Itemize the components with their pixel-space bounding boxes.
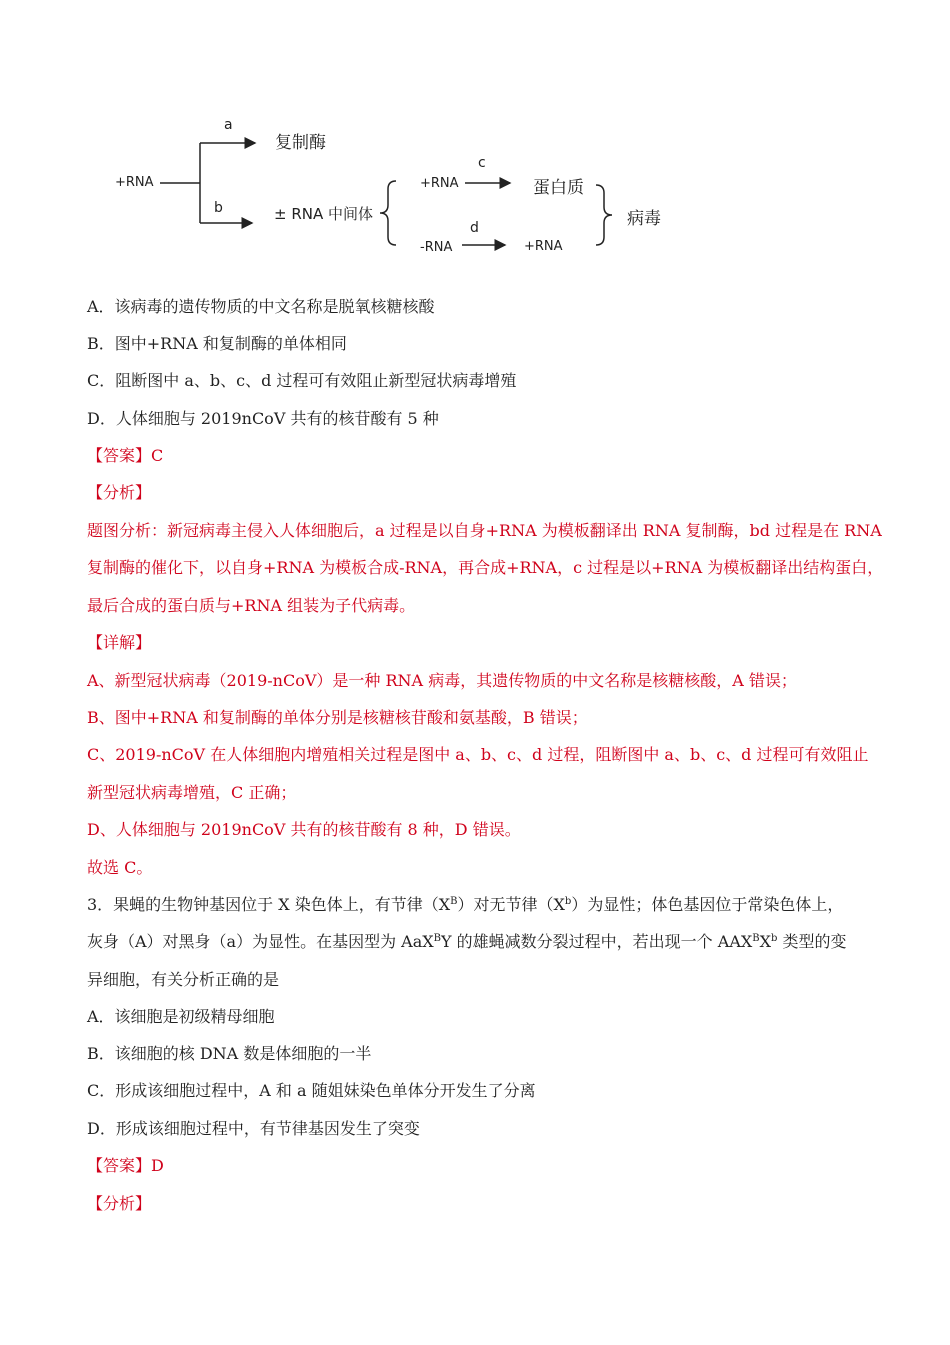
left-brace: [380, 181, 396, 245]
q2-option-d: D．人体细胞与 2019nCoV 共有的核苷酸有 5 种: [87, 409, 439, 428]
label-a: a: [224, 117, 233, 133]
q2-detail-c-line-2: 新型冠状病毒增殖，C 正确；: [87, 783, 297, 802]
q2-detail-d: D、人体细胞与 2019nCoV 共有的核苷酸有 8 种，D 错误。: [87, 820, 521, 839]
intermediate-label: ± RNA 中间体: [274, 205, 374, 223]
superscript: b: [771, 933, 778, 944]
q2-detail-tag: 【详解】: [87, 633, 152, 652]
label-c: c: [478, 155, 486, 171]
q2-conclusion: 故选 C。: [87, 858, 153, 877]
label-d: d: [470, 220, 479, 236]
q3-option-a: A．该细胞是初级精母细胞: [87, 1007, 275, 1026]
q3-stem-text: ）为显性；体色基因位于常染色体上，: [571, 895, 844, 914]
answer-value: D: [151, 1156, 164, 1175]
q3-stem-line-1: [87, 895, 863, 915]
q3-stem-text: 灰身（A）对黑身（a）为显性。在基因型为 AaX: [87, 932, 434, 951]
plus-rna-bottom: +RNA: [524, 239, 563, 254]
minus-rna: -RNA: [420, 240, 453, 255]
virus-label: 病毒: [627, 209, 661, 229]
plus-rna-top: +RNA: [420, 176, 459, 191]
q3-stem-line-2: [87, 932, 847, 952]
plus-rna-source: +RNA: [115, 175, 154, 190]
superscript: B: [752, 933, 760, 944]
right-brace: [596, 185, 612, 245]
q2-detail-a: A、新型冠状病毒（2019-nCoV）是一种 RNA 病毒，其遗传物质的中文名称是核糖核酸，A 错误；: [87, 671, 797, 690]
q3-stem-text: 3．果蝇的生物钟基因位于 X 染色体上，有节律（X: [87, 895, 451, 914]
q2-analysis-line-1: 题图分析：新冠病毒主侵入人体细胞后，a 过程是以自身+RNA 为模板翻译出 RNA 复制酶，bd 过程是在 RNA: [87, 521, 882, 540]
q3-stem-line-3: 异细胞，有关分析正确的是: [87, 970, 280, 989]
q2-answer: [87, 446, 163, 466]
q3-option-c: C．形成该细胞过程中，A 和 a 随姐妹染色单体分开发生了分离: [87, 1081, 536, 1100]
label-b: b: [214, 200, 223, 216]
q3-stem-text: Y 的雄蝇减数分裂过程中，若出现一个 AAX: [441, 932, 753, 951]
q2-detail-b: B、图中+RNA 和复制酶的单体分别是核糖核苷酸和氨基酸，B 错误；: [87, 708, 588, 727]
answer-tag: 【答案】: [87, 446, 152, 465]
q3-option-d: D．形成该细胞过程中，有节律基因发生了突变: [87, 1119, 420, 1138]
replicase-label: 复制酶: [275, 133, 326, 153]
protein-label: 蛋白质: [533, 178, 584, 198]
rna-replication-diagram: [0, 0, 950, 270]
q2-option-b: B．图中+RNA 和复制酶的单体相同: [87, 334, 347, 353]
q3-stem-text: X: [759, 932, 772, 951]
q3-answer: [87, 1156, 164, 1176]
q2-detail-c-line-1: C、2019-nCoV 在人体细胞内增殖相关过程是图中 a、b、c、d 过程，阻断图中 a、b、c、d 过程可有效阻止: [87, 745, 869, 764]
superscript: B: [433, 933, 442, 944]
q2-option-c: C．阻断图中 a、b、c、d 过程可有效阻止新型冠状病毒增殖: [87, 371, 517, 390]
superscript: b: [564, 896, 572, 907]
q2-option-a: A．该病毒的遗传物质的中文名称是脱氧核糖核酸: [87, 297, 435, 316]
answer-value: C: [151, 446, 164, 465]
q3-option-b: B．该细胞的核 DNA 数是体细胞的一半: [87, 1044, 372, 1063]
answer-tag: 【答案】: [87, 1156, 152, 1175]
q3-analysis-tag: 【分析】: [87, 1194, 152, 1213]
q3-stem-text: 类型的变: [777, 932, 847, 951]
q3-stem-text: ）对无节律（X: [457, 895, 565, 914]
superscript: B: [450, 896, 458, 907]
q2-analysis-line-3: 最后合成的蛋白质与+RNA 组装为子代病毒。: [87, 596, 416, 615]
q2-analysis-tag: 【分析】: [87, 483, 152, 502]
q2-analysis-line-2: 复制酶的催化下，以自身+RNA 为模板合成-RNA，再合成+RNA，c 过程是以+RNA 为模板翻译出结构蛋白，: [87, 558, 884, 577]
